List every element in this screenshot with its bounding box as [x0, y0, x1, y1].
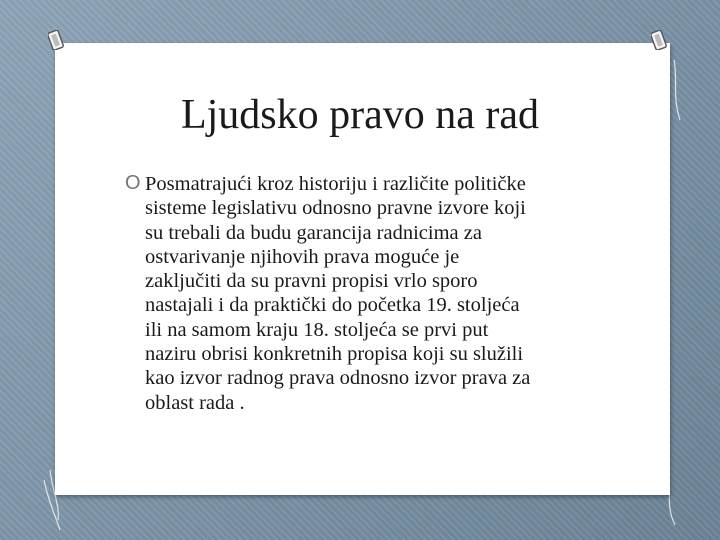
- bullet-text-line: zaključiti da su pravni propisi vrlo sporo: [145, 270, 478, 293]
- bullet-text: [145, 172, 615, 415]
- bullet-text-line: kao izvor radnog prava odnosno izvor prava za: [145, 367, 531, 390]
- bullet-text-line: su trebali da budu garancija radnicima za: [145, 221, 482, 244]
- bullet-text-line: Posmatrajući kroz historiju i različite političke: [145, 173, 526, 195]
- slide-title: Ljudsko pravo na rad: [180, 92, 540, 138]
- pushpin-icon: [48, 30, 64, 50]
- bullet-text-line: ili na samom kraju 18. stoljeća se prvi put: [145, 318, 489, 341]
- bullet-text-line: nastajali i da praktički do početka 19. stoljeća: [145, 294, 520, 317]
- pushpin-icon: [651, 30, 667, 50]
- bullet-marker: O: [125, 172, 141, 194]
- bullet-text-line: naziru obrisi konkretnih propisa koji su služili: [145, 343, 524, 366]
- bullet-text-line: oblast rada .: [145, 391, 245, 414]
- bullet-text-line: ostvarivanje njihovih prava moguće je: [145, 245, 460, 268]
- bullet-text-line: sisteme legislativu odnosno pravne izvore koji: [145, 197, 526, 220]
